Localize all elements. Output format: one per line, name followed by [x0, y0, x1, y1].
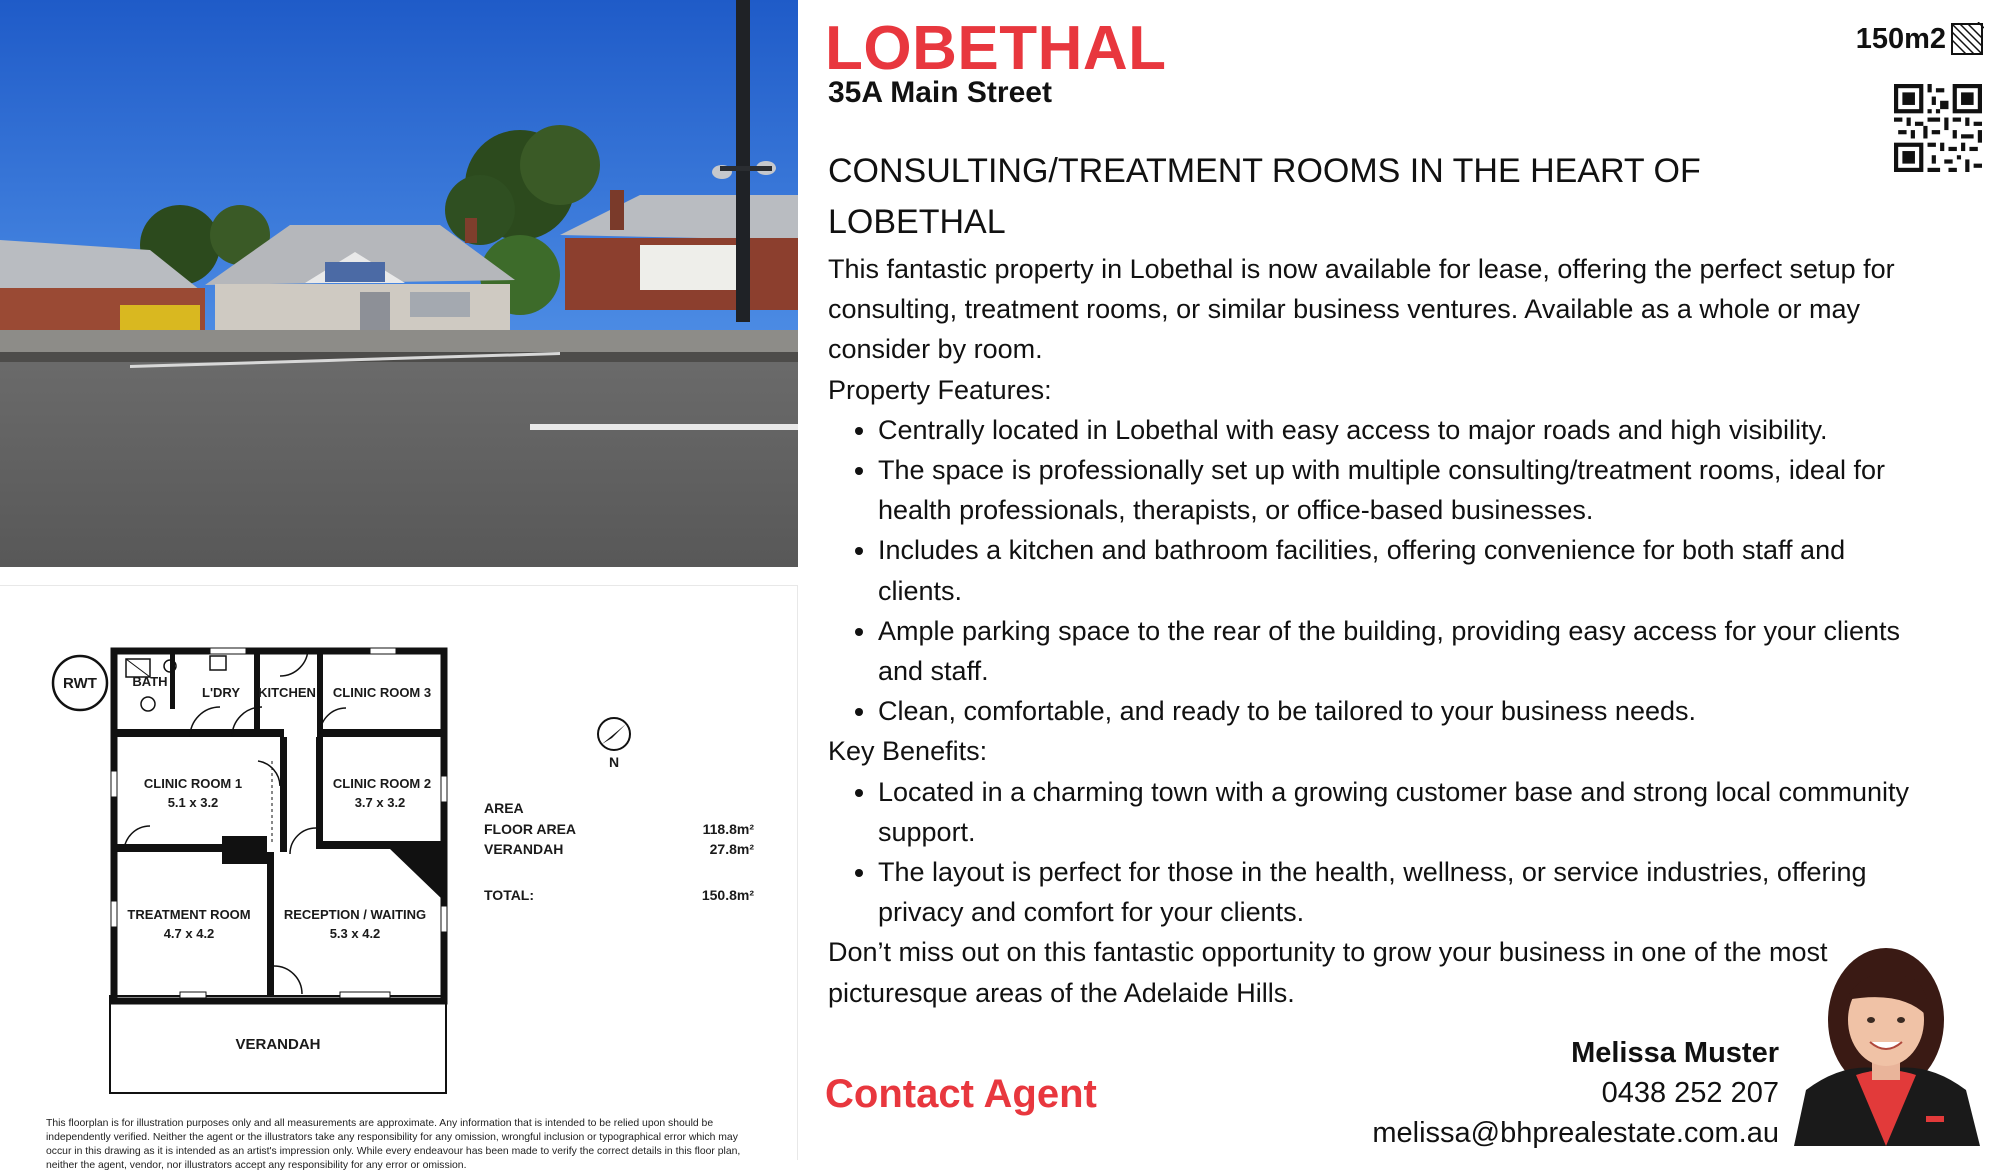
- closing-paragraph: Don’t miss out on this fantastic opportunity to grow your business in one of the most picturesque areas of the Adelaide Hills.: [828, 937, 1828, 1008]
- features-list: [828, 410, 1913, 732]
- north-label: N: [608, 754, 620, 770]
- area-heading: AREA: [484, 800, 524, 816]
- room-label-clinic-3: CLINIC ROOM 3: [332, 685, 432, 700]
- area-total-value: 150.8m²: [701, 887, 754, 903]
- room-label-bath: BATH: [132, 674, 168, 689]
- room-label-reception: RECEPTION / WAITING: [283, 907, 427, 922]
- room-label-verandah: VERANDAH: [235, 1036, 321, 1053]
- list-item: • Centrally located in Lobethal with easy access to major roads and high visibility.: [878, 410, 1913, 450]
- benefits-heading: Key Benefits:: [828, 736, 988, 767]
- agent-name: Melissa Muster: [1571, 1037, 1779, 1069]
- list-item: • Includes a kitchen and bathroom facilities, offering convenience for both staff and clients.: [878, 530, 1913, 610]
- listing-headline: CONSULTING/TREATMENT ROOMS IN THE HEART OF LOBETHAL: [828, 152, 1701, 241]
- room-label-laundry: L'DRY: [202, 685, 240, 700]
- listing-description: [828, 249, 1913, 1013]
- room-dims-clinic-1: 5.1 x 3.2: [167, 795, 219, 810]
- room-label-kitchen: KITCHEN: [258, 685, 316, 700]
- area-table: [484, 800, 754, 903]
- features-heading: Property Features:: [828, 374, 1052, 405]
- floor-plan-drawing: [53, 648, 447, 1093]
- north-arrow-icon: [598, 718, 630, 750]
- area-badge: [1856, 22, 1984, 56]
- list-item: • Clean, comfortable, and ready to be tailored to your business needs.: [878, 691, 1913, 731]
- area-row-value: 27.8m²: [709, 841, 754, 857]
- property-photo: [0, 0, 798, 567]
- area-total-label: TOTAL:: [484, 887, 535, 903]
- floorplan-disclaimer: This floorplan is for illustration purposes only and all measurements are approximate. Any information that is intended to be relied upon should be independently verified. Neither the agent or the illustrators take any responsibility for any omission, wrongful inclusion or typographical error which may occur in this drawing as it is intended as an artist's impression only. While every endeavour has been made to verify the correct details in this floor plan, neither the agent, vendor, nor illustrators accept any responsibility for any error or omission.: [46, 1118, 741, 1171]
- qr-code-icon[interactable]: [1894, 84, 1982, 172]
- area-row-label: VERANDAH: [484, 841, 564, 857]
- listing-town: LOBETHAL: [825, 14, 1167, 83]
- room-dims-treatment: 4.7 x 4.2: [163, 926, 215, 941]
- list-item: • The layout is perfect for those in the health, wellness, or service industries, offering privacy and comfort for your clients.: [878, 852, 1913, 932]
- floor-area-icon: [1950, 22, 1984, 56]
- area-row-value: 118.8m²: [702, 821, 754, 837]
- room-label-clinic-1: CLINIC ROOM 1: [143, 776, 243, 791]
- agent-card: [1372, 1033, 1779, 1153]
- contact-agent-button[interactable]: Contact Agent: [825, 1072, 1097, 1116]
- listing-address: 35A Main Street: [828, 76, 1052, 109]
- rwt-label: RWT: [63, 675, 97, 692]
- agent-phone[interactable]: 0438 252 207: [1601, 1077, 1779, 1109]
- room-dims-reception: 5.3 x 4.2: [329, 926, 381, 941]
- room-label-treatment: TREATMENT ROOM: [127, 907, 251, 922]
- list-item: • Ample parking space to the rear of the building, providing easy access for your clients and staff.: [878, 611, 1913, 691]
- room-label-clinic-2: CLINIC ROOM 2: [332, 776, 432, 791]
- agent-avatar: [1786, 940, 1986, 1146]
- agent-email[interactable]: melissa@bhprealestate.com.au: [1372, 1117, 1779, 1149]
- area-row-label: FLOOR AREA: [484, 821, 577, 837]
- room-dims-clinic-2: 3.7 x 3.2: [354, 795, 406, 810]
- benefits-list: [828, 772, 1913, 933]
- intro-paragraph: This fantastic property in Lobethal is now available for lease, offering the perfect setup for consulting, treatment rooms, or similar business ventures. Available as a whole or may consider by room.: [828, 254, 1895, 365]
- floor-plan: [0, 585, 798, 1171]
- list-item: • The space is professionally set up with multiple consulting/treatment rooms, ideal for health professionals, therapists, or office-based businesses.: [878, 450, 1913, 530]
- list-item: • Located in a charming town with a growing customer base and strong local community support.: [878, 772, 1913, 852]
- area-value: 150m2: [1855, 22, 1946, 55]
